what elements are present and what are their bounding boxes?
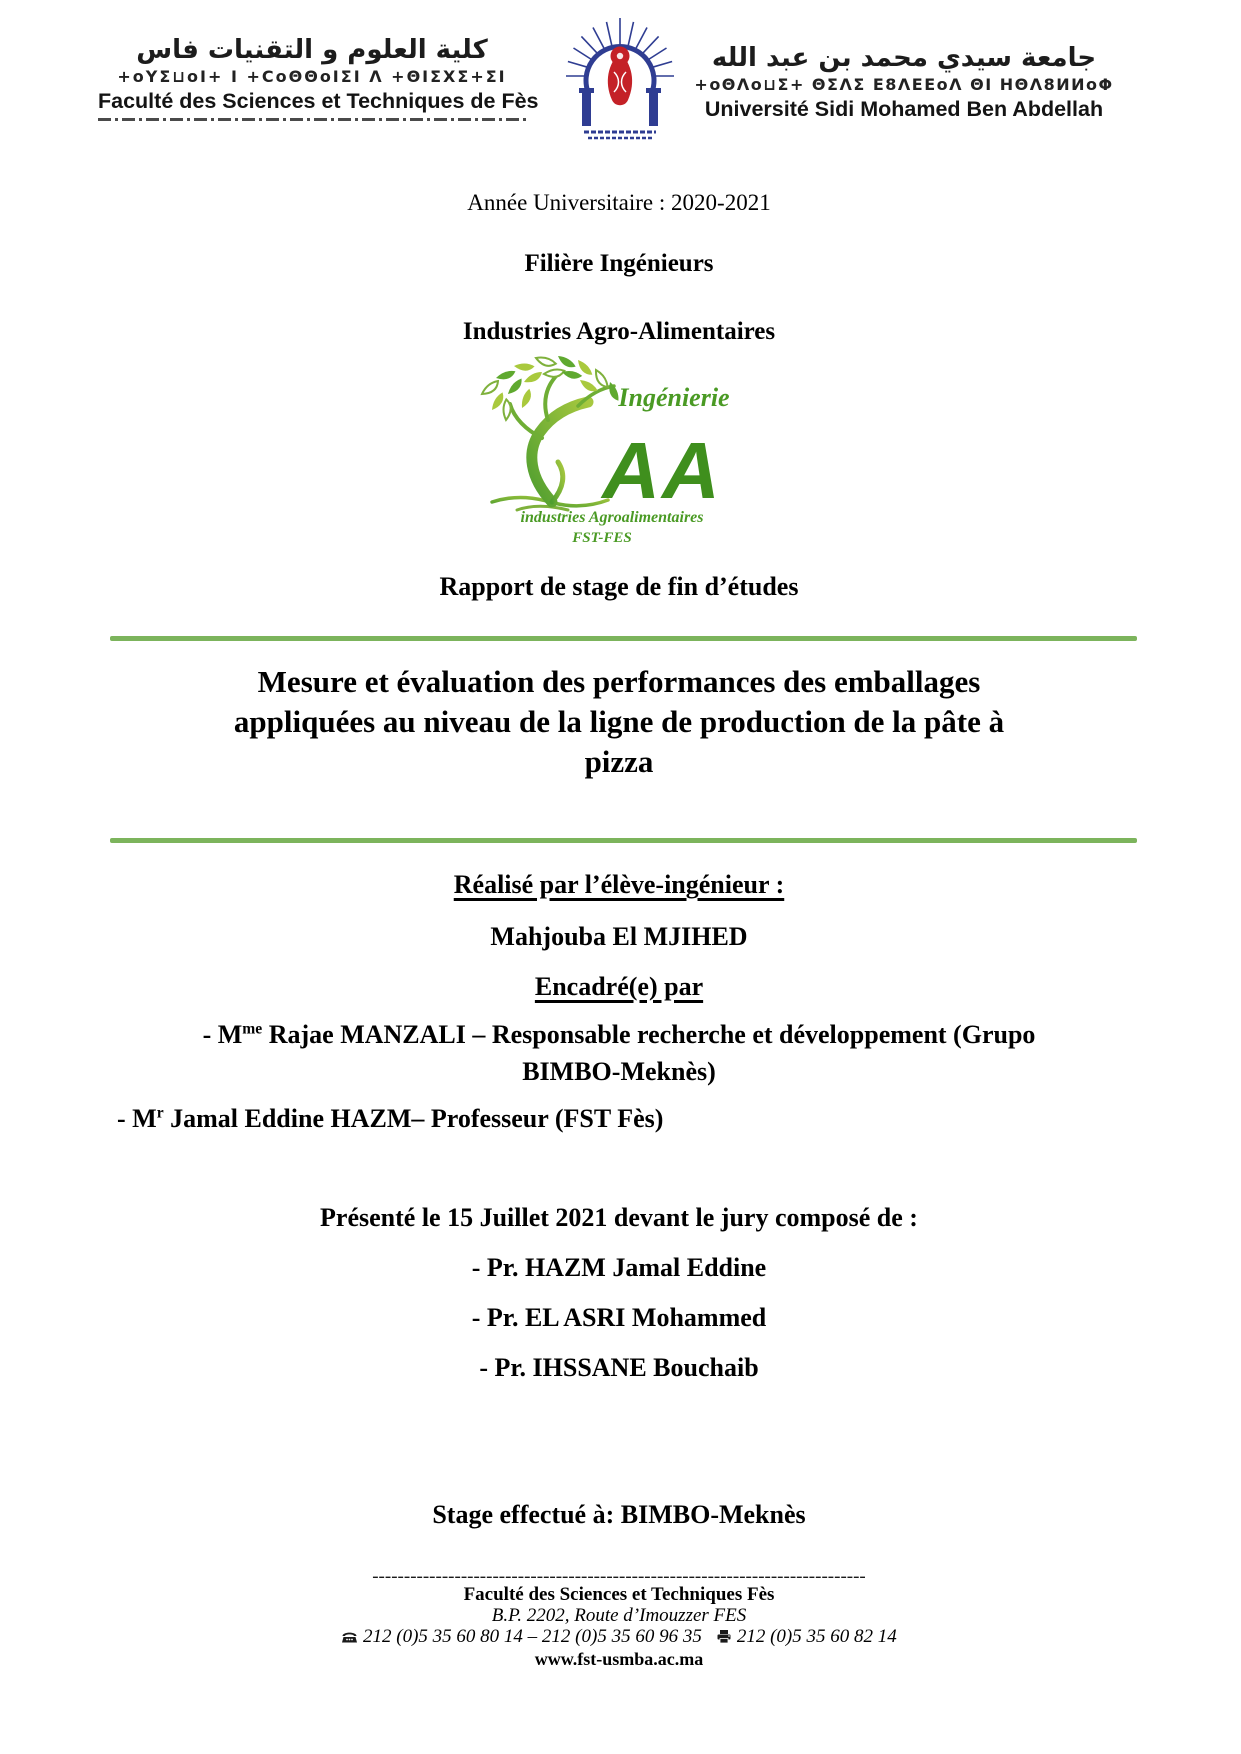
supervisor-1-prefix: - M (202, 1020, 243, 1049)
footer-phone-line (105, 1626, 1133, 1649)
footer-address: B.P. 2202, Route d’Imouzzer FES (491, 1605, 747, 1626)
supervisor-2-rest: Jamal Eddine HAZM– Professeur (FST Fès) (163, 1104, 664, 1133)
encadre-heading (105, 972, 1133, 1002)
footer-divider: ------------------------------------------------------------------------------ (372, 1570, 866, 1584)
stage-location: Stage effectué à: BIMBO-Meknès (432, 1500, 806, 1529)
academic-year: Année Universitaire : 2020-2021 (467, 190, 771, 215)
program-name: Filière Ingénieurs (524, 250, 714, 277)
supervisor-1-sup: me (242, 1020, 263, 1038)
supervisor-2-sup: r (156, 1104, 164, 1122)
fax-icon (716, 1628, 732, 1649)
faculty-block (98, 34, 539, 121)
student-name: Mahjouba El MJIHED (490, 922, 748, 951)
iaa-tree-icon (480, 351, 620, 510)
university-seal-icon (564, 12, 676, 149)
footer (105, 1570, 1133, 1670)
faculty-name: Faculté des Sciences et Techniques de Fès (98, 89, 539, 113)
university-tifinagh: +oΘΛo⊔Σ+ ΘΣΛΣ E8ΛEEoΛ ΘI ΗΘΛ8ИИoΦ (694, 75, 1114, 94)
iaa-initials: AA (602, 426, 722, 515)
supervisor-1-line2: BIMBO-Meknès) (522, 1057, 716, 1086)
jury-member: - Pr. EL ASRI Mohammed (471, 1303, 767, 1332)
faculty-arabic: كلية العلوم و التقنيات فاس (136, 35, 488, 65)
footer-phone: 212 (0)5 35 60 80 14 – 212 (0)5 35 60 96 35 (363, 1626, 702, 1647)
university-block (666, 42, 1142, 122)
realise-heading (105, 870, 1133, 900)
supervisor-1-line1 (105, 1016, 1133, 1053)
report-type: Rapport de stage de fin d’études (439, 572, 799, 601)
supervisor-1 (105, 1016, 1133, 1090)
green-divider-bottom (110, 838, 1137, 843)
header-dashdot-divider (98, 118, 526, 121)
report-title (105, 662, 1133, 782)
jury-heading: Présenté le 15 Juillet 2021 devant le jury composé de : (320, 1203, 918, 1232)
footer-website: www.fst-usmba.ac.ma (534, 1649, 704, 1669)
green-divider-top (110, 636, 1137, 641)
encadre-heading-text: Encadré(e) par (534, 972, 704, 1001)
phone-icon (341, 1628, 358, 1649)
faculty-tifinagh: +oYΣ⊔oI+ I +CoΘΘoIΣI Λ +ΘIΣΧΣ+ΣI (117, 67, 507, 86)
iaa-script-label: Ingénierie (618, 383, 730, 412)
iaa-institution: FST-FES (572, 530, 632, 546)
university-name: Université Sidi Mohamed Ben Abdellah (704, 97, 1104, 121)
supervisor-2-prefix: - M (117, 1104, 157, 1133)
jury-member: - Pr. HAZM Jamal Eddine (471, 1253, 767, 1282)
department-name: Industries Agro-Alimentaires (462, 318, 776, 345)
university-arabic: جامعة سيدي محمد بن عبد الله (711, 43, 1097, 73)
realise-heading-text: Réalisé par l’élève-ingénieur : (453, 870, 785, 899)
report-title-line: appliquées au niveau de la ligne de production de la pâte à (233, 704, 1005, 739)
footer-fax: 212 (0)5 35 60 82 14 (736, 1626, 897, 1647)
report-title-line: Mesure et évaluation des performances des emballages (257, 664, 981, 699)
footer-faculty: Faculté des Sciences et Techniques Fès (463, 1584, 775, 1605)
jury-member: - Pr. IHSSANE Bouchaib (479, 1353, 759, 1382)
iaa-subtitle: industries Agroalimentaires (520, 509, 704, 526)
iaa-logo (462, 350, 767, 548)
report-title-line: pizza (584, 744, 654, 779)
supervisor-2 (105, 1104, 1133, 1134)
supervisor-1-rest: Rajae MANZALI – Responsable recherche et développement (Grupo (262, 1020, 1036, 1049)
